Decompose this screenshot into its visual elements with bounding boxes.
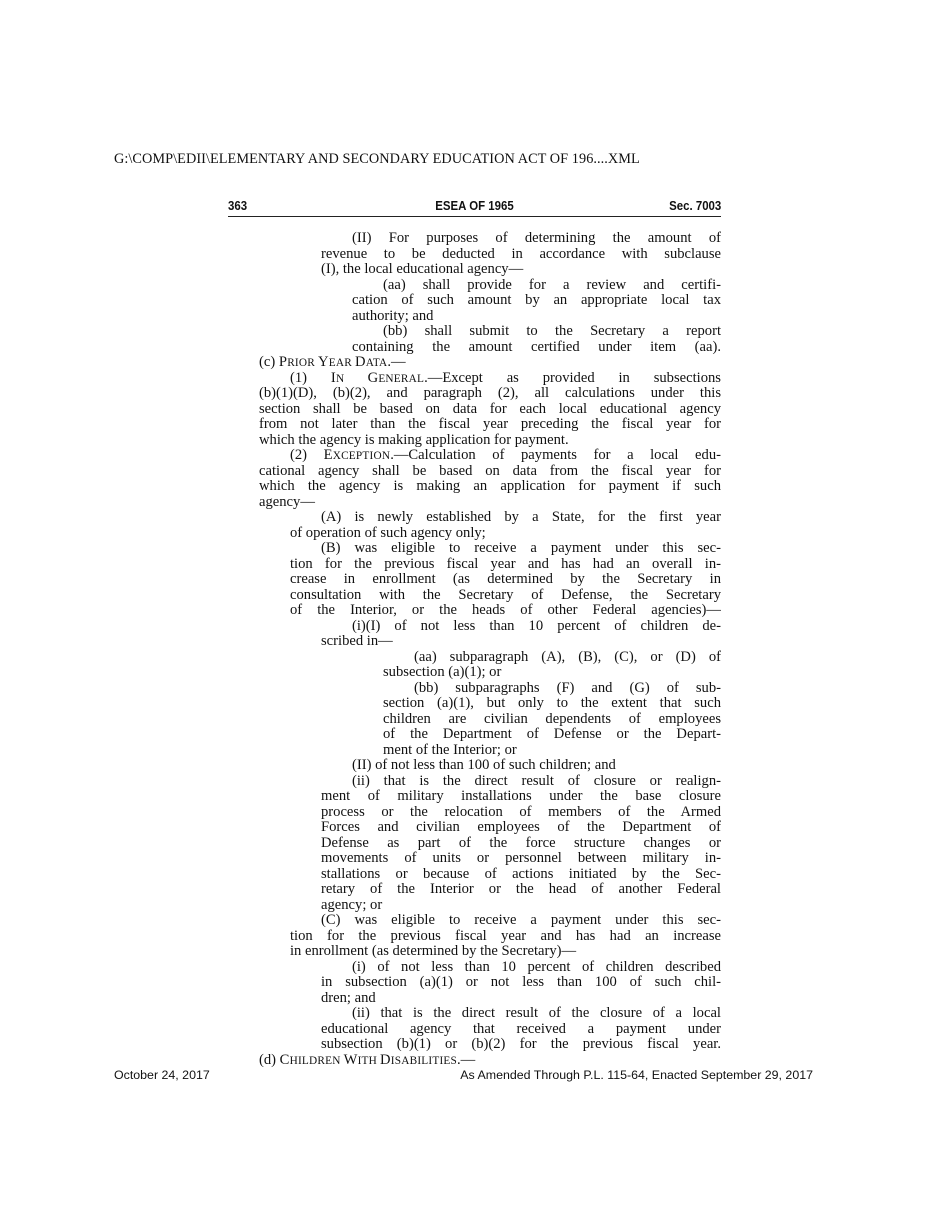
- text-line: stallations or because of actions initiated by the Sec-: [321, 866, 721, 882]
- statute-text: [0, 231, 950, 1068]
- text-line: tion for the previous fiscal year and has had an increase: [290, 928, 721, 944]
- heading-continuation: .—: [457, 1051, 476, 1068]
- footer-amendment-note: As Amended Through P.L. 115-64, Enacted September 29, 2017: [460, 1068, 813, 1082]
- text-line: (A) is newly established by a State, for the first year: [321, 510, 721, 525]
- text-line: section shall be based on data for each local educational agency: [259, 401, 721, 417]
- text-line: crease in enrollment (as determined by the Secretary in: [290, 572, 721, 587]
- text-line: of the Interior, or the heads of other Federal agencies)—: [290, 603, 721, 618]
- text-line: (i) of not less than 10 percent of children described: [352, 959, 721, 975]
- page-number: 363: [228, 198, 248, 213]
- text-line: consultation with the Secretary of Defense, the Secretary: [290, 587, 721, 603]
- text-line: retary of the Interior or the head of another Federal: [321, 882, 721, 897]
- text-line: (C) was eligible to receive a payment under this sec-: [321, 913, 721, 928]
- text-line: containing the amount certified under item (aa).: [352, 339, 721, 355]
- heading-continuation: .—: [387, 354, 406, 370]
- text-line: which the agency is making an application for payment if such: [259, 479, 721, 494]
- text-line: from not later than the fiscal year preceding the fiscal year for: [259, 417, 721, 432]
- text-line: (I), the local educational agency—: [321, 261, 524, 277]
- text-line: (aa) subparagraph (A), (B), (C), or (D) of: [414, 649, 721, 665]
- text-line: of operation of such agency only;: [290, 524, 486, 541]
- text-line: in subsection (a)(1) or not less than 100 of such chil-: [321, 975, 721, 990]
- text-line: of the Department of Defense or the Depart-: [383, 727, 721, 742]
- text-line: (i)(I) of not less than 10 percent of children de-: [352, 618, 721, 634]
- text-line: [259, 355, 721, 371]
- text-line: children are civilian dependents of employees: [383, 711, 721, 727]
- heading-small-caps: IN GENERAL: [330, 370, 425, 386]
- text-line: ment of military installations under the base closure: [321, 789, 721, 804]
- text-line: (bb) shall submit to the Secretary a report: [383, 324, 721, 339]
- enumerator: (d): [259, 1051, 280, 1068]
- text-line: agency; or: [321, 896, 383, 913]
- text-line: process or the relocation of members of the Armed: [321, 804, 721, 820]
- text-line: [290, 371, 721, 387]
- text-line: (ii) that is the direct result of the closure of a local: [352, 1006, 721, 1021]
- heading-small-caps: PRIOR YEAR DATA: [278, 354, 388, 370]
- text-line: [259, 1053, 721, 1069]
- footer-date: October 24, 2017: [114, 1068, 210, 1082]
- text-line: in enrollment (as determined by the Secretary)—: [290, 943, 577, 959]
- text-line: (II) of not less than 100 of such children; and: [352, 757, 616, 773]
- enumerator: (c): [259, 354, 279, 370]
- text-line: cational agency shall be based on data from the fiscal year for: [259, 463, 721, 479]
- heading-small-caps: EXCEPTION: [323, 448, 391, 463]
- file-path: G:\COMP\EDII\ELEMENTARY AND SECONDARY EDUCATION ACT OF 196....XML: [114, 151, 640, 167]
- heading-continuation: .—Calculation of payments for a local edu-: [390, 448, 721, 463]
- text-line: (aa) shall provide for a review and certifi-: [383, 277, 721, 293]
- text-line: agency—: [259, 493, 315, 510]
- text-line: educational agency that received a payment under: [321, 1021, 721, 1037]
- heading-continuation: .—Except as provided in subsections: [424, 370, 721, 386]
- text-line: which the agency is making application for payment.: [259, 431, 569, 448]
- text-line: (bb) subparagraphs (F) and (G) of sub-: [414, 680, 721, 696]
- text-line: dren; and: [321, 989, 376, 1006]
- text-line: ment of the Interior; or: [383, 741, 517, 758]
- text-line: revenue to be deducted in accordance with subclause: [321, 246, 721, 262]
- section-number: Sec. 7003: [668, 198, 721, 213]
- heading-small-caps: CHILDREN WITH DISABILITIES: [279, 1051, 458, 1068]
- text-line: tion for the previous fiscal year and has had an overall in-: [290, 556, 721, 572]
- text-line: (b)(1)(D), (b)(2), and paragraph (2), all calculations under this: [259, 386, 721, 401]
- text-line: Defense as part of the force structure changes or: [321, 835, 721, 851]
- text-line: cation of such amount by an appropriate local tax: [352, 293, 721, 308]
- text-line: subsection (b)(1) or (b)(2) for the previous fiscal year.: [321, 1037, 721, 1052]
- text-line: movements of units or personnel between military in-: [321, 851, 721, 866]
- text-line: scribed in—: [321, 633, 393, 649]
- text-line: (II) For purposes of determining the amount of: [352, 231, 721, 246]
- enumerator: (1): [290, 370, 331, 386]
- text-line: (B) was eligible to receive a payment under this sec-: [321, 541, 721, 556]
- text-line: Forces and civilian employees of the Department of: [321, 820, 721, 835]
- text-line: [290, 448, 721, 464]
- text-line: section (a)(1), but only to the extent that such: [383, 696, 721, 711]
- running-title: ESEA OF 1965: [435, 198, 514, 213]
- enumerator: (2): [290, 448, 324, 463]
- text-line: authority; and: [352, 307, 434, 324]
- text-line: (ii) that is the direct result of closure or realign-: [352, 773, 721, 789]
- text-line: subsection (a)(1); or: [383, 664, 502, 680]
- running-head: [228, 198, 721, 217]
